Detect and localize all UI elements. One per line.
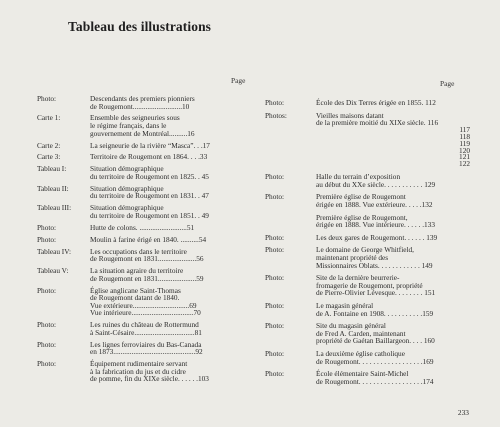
- illustration-caption-line: Première église de Rougemont,: [316, 212, 408, 222]
- illustration-type: Photo:: [265, 98, 285, 107]
- illustration-caption-line: Descendants des premiers pionniers: [90, 94, 195, 103]
- illustration-caption-line: Première église de Rougemont: [316, 192, 406, 202]
- illustration-caption-line: La seigneurie de la rivière “Masca”. . .17: [90, 140, 210, 150]
- illustration-type: Tableau I:: [37, 164, 67, 174]
- illustration-entry: [265, 193, 473, 208]
- illustration-type: Tableau II:: [37, 183, 69, 193]
- illustration-entry: [37, 114, 269, 137]
- illustration-caption-line: de Pierre-Olivier Lévesque. . . . . . . . 151: [316, 288, 436, 298]
- illustration-caption-line: au début du XXe siècle. . . . . . . . . . . 129: [316, 179, 436, 189]
- illustration-caption-line: La deuxième église catholique: [316, 348, 405, 358]
- illustration-entry: [265, 234, 473, 242]
- illustration-type: Tableau V:: [37, 266, 69, 276]
- illustration-entry: [37, 341, 269, 356]
- illustration-caption-line: maintenant propriété des: [316, 252, 389, 262]
- illustration-caption-line: fromagerie de Rougemont, propriété: [316, 280, 423, 290]
- illustration-caption-line: Équipement rudimentaire servant: [90, 359, 188, 369]
- illustration-caption-line: Vue intérieure..................................70: [90, 308, 201, 318]
- illustration-type: Carte 2:: [37, 140, 61, 150]
- illustration-type: Photo:: [265, 232, 285, 242]
- illustration-caption-line: de la première moitié du XIXe siècle. 116: [316, 118, 439, 128]
- page-column-header-right: Page: [440, 79, 455, 88]
- illustration-entry: [37, 204, 269, 219]
- illustration-type: Carte 3:: [37, 152, 61, 162]
- illustration-entry: [265, 322, 473, 345]
- illustration-caption-line: de Rougemont...........................10: [90, 101, 190, 111]
- illustration-type: Tableau IV:: [37, 246, 71, 256]
- illustration-caption-line: Missionnaires Oblats. . . . . . . . . . . . 149: [316, 260, 433, 270]
- illustration-entry: [37, 185, 269, 200]
- illustration-type: Photo:: [37, 234, 57, 244]
- illustration-type: Photo:: [265, 172, 285, 182]
- page-title: Tableau des illustrations: [68, 19, 212, 34]
- illustration-caption-line: 121: [459, 152, 470, 162]
- illustration-caption-line: 118: [459, 131, 470, 141]
- illustration-type: Photo:: [37, 285, 57, 295]
- illustration-entry: [37, 153, 269, 161]
- illustration-type: Carte 1:: [37, 113, 61, 123]
- illustration-entry: [265, 99, 473, 107]
- illustration-type: Photo:: [37, 359, 57, 369]
- illustration-type: Photo:: [265, 192, 285, 202]
- illustrations-list-left: [37, 95, 269, 383]
- illustration-caption-line: le régime français, dans le: [90, 121, 167, 131]
- illustration-entry: [265, 370, 473, 385]
- illustration-entry: [37, 142, 269, 150]
- illustration-type: Photos:: [265, 110, 287, 120]
- illustration-caption-line: Site de la dernière beurrerie-: [316, 273, 400, 283]
- illustration-type: Photo:: [37, 320, 57, 330]
- illustration-caption-line: de Fred A. Carden, maintenant: [316, 328, 406, 338]
- illustration-caption-line: Vue extérieure...............................69: [90, 300, 197, 310]
- illustration-caption-line: Les ruines du château de Rottermund: [90, 320, 199, 330]
- illustration-entry: [37, 267, 269, 282]
- illustration-caption-line: gouvernement de Montréal..........16: [90, 128, 195, 138]
- illustration-caption-line: de Rougemont. . . . . . . . . . . . . . . . . .169: [316, 356, 434, 366]
- illustration-entry: [265, 246, 473, 269]
- illustration-type: Photo:: [265, 300, 285, 310]
- illustration-entry: [37, 360, 269, 383]
- illustration-entry: [265, 274, 473, 297]
- illustration-type: Photo:: [265, 245, 285, 255]
- illustration-caption-line: Territoire de Rougemont en 1864. . . .33: [90, 152, 208, 162]
- illustration-caption-line: 117: [459, 124, 470, 134]
- illustration-caption-line: de Rougemont en 1831.....................59: [90, 273, 204, 283]
- illustration-caption-line: à Saint-Césaire.................................81: [90, 327, 202, 337]
- illustration-caption-line: Moulin à farine érigé en 1840. ..........54: [90, 234, 207, 244]
- page-column-header-left: Page: [231, 76, 246, 85]
- page-number: 233: [457, 408, 469, 417]
- illustration-caption-line: érigée en 1888. Vue extérieure. . . . .132: [316, 200, 433, 209]
- illustration-caption-line: École des Dix Terres érigée en 1855. 112: [316, 98, 436, 107]
- illustrations-list-right: [265, 99, 473, 385]
- illustration-entry: [265, 302, 473, 317]
- illustration-type: Tableau III:: [37, 203, 72, 213]
- illustration-caption-line: du territoire de Rougemont en 1825. . 45: [90, 171, 209, 181]
- illustration-caption-line: Église anglicane Saint-Thomas: [90, 285, 181, 295]
- illustration-caption-line: Vieilles maisons datant: [316, 110, 384, 120]
- illustration-caption-line: Le domaine de George Whitfield,: [316, 245, 415, 255]
- illustration-caption-line: de A. Fontaine en 1908. . . . . . . . . . .159: [316, 308, 434, 318]
- illustration-caption-line: Situation démographique: [90, 203, 164, 213]
- illustration-type: Photo:: [37, 222, 57, 232]
- illustration-caption-line: Hutte de colons. ..........................51: [90, 222, 195, 232]
- illustration-caption-line: à la fabrication du jus et du cidre: [90, 366, 186, 376]
- illustration-entry: [265, 112, 473, 169]
- illustration-caption-line: de Rougemont en 1831.....................56: [90, 254, 204, 264]
- illustration-caption-line: La situation agraire du territoire: [90, 266, 184, 276]
- illustration-entry: [37, 236, 269, 244]
- illustration-type: Photo:: [265, 348, 285, 358]
- illustration-entry: [37, 321, 269, 336]
- illustration-caption-line: Situation démographique: [90, 164, 164, 174]
- illustration-caption-line: du territoire de Rougemont en 1851. . 49: [90, 210, 209, 220]
- illustration-entry: [265, 173, 473, 188]
- illustration-type: Photo:: [37, 94, 57, 103]
- illustration-caption-line: Les lignes ferroviaires du Bas-Canada: [90, 339, 202, 349]
- illustration-type: Photo:: [265, 273, 285, 283]
- illustration-type: Photo:: [265, 321, 285, 331]
- illustration-caption-line: 120: [459, 145, 470, 155]
- illustration-caption-line: Les occupations dans le territoire: [90, 246, 187, 256]
- illustration-entry: [265, 214, 473, 229]
- illustration-entry: [37, 287, 269, 317]
- illustration-entry: [37, 95, 269, 110]
- illustration-caption-line: Les deux gares de Rougemont. . . . . . 139: [316, 232, 438, 242]
- illustration-caption-line: de Rougemont. . . . . . . . . . . . . . . . . .174: [316, 376, 434, 386]
- illustration-caption-line: Situation démographique: [90, 183, 164, 193]
- illustration-caption-line: de Rougemont datant de 1840.: [90, 293, 180, 303]
- illustration-entry: [37, 224, 269, 232]
- illustration-entry: [37, 165, 269, 180]
- illustration-type: Photo:: [265, 369, 285, 379]
- illustration-caption-line: du territoire de Rougemont en 1831. . 47: [90, 191, 209, 201]
- illustration-caption-line: de pomme, fin du XIXe siècle. . . . . .103: [90, 374, 209, 384]
- illustration-type: Photo:: [37, 339, 57, 349]
- illustration-caption-line: Le magasin général: [316, 300, 374, 310]
- illustration-caption-line: 119: [459, 138, 470, 148]
- illustration-caption-line: Halle du terrain d’exposition: [316, 172, 401, 182]
- illustration-entry: [265, 350, 473, 365]
- illustration-caption-line: 122: [459, 159, 470, 169]
- illustration-caption-line: propriété de Gaétan Baillargeon. . . . 160: [316, 336, 435, 346]
- illustration-caption-line: Ensemble des seigneuries sous: [90, 113, 180, 123]
- illustration-caption-line: École élémentaire Saint-Michel: [316, 369, 409, 379]
- illustration-caption-line: en 1873.............................................92: [90, 347, 203, 357]
- illustration-caption-line: Site du magasin général: [316, 321, 386, 331]
- illustration-caption-line: érigée en 1888. Vue intérieure. . . . . .133: [316, 220, 435, 230]
- illustration-entry: [37, 248, 269, 263]
